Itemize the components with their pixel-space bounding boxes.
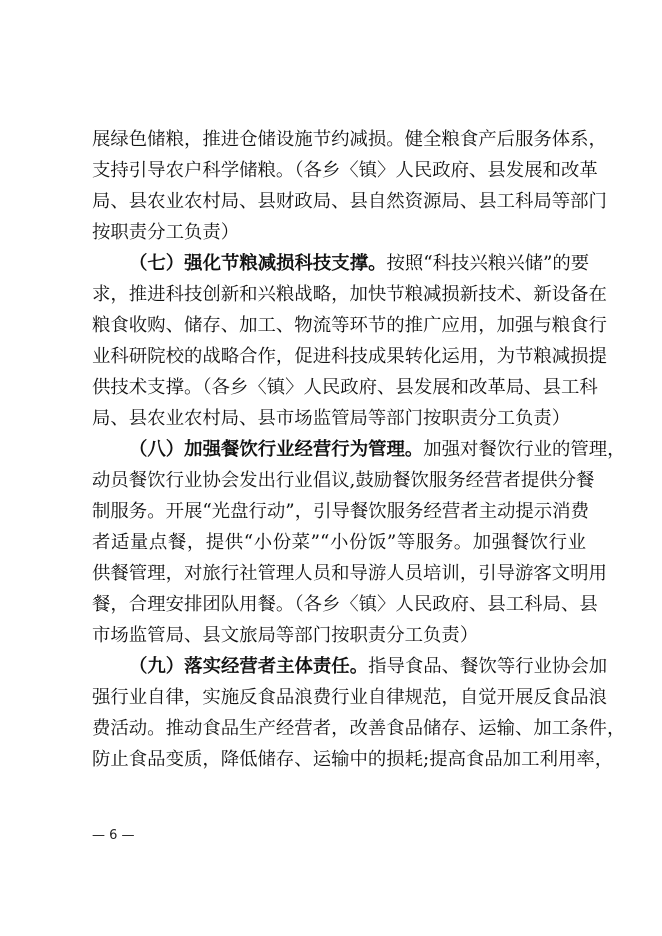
section-heading: （七）强化节粮减损科技支撑。 bbox=[129, 253, 387, 274]
text-line: 餐，合理安排团队用餐。（各乡〈镇〉人民政府、县工科局、县 bbox=[92, 594, 598, 615]
paragraph-section-9 bbox=[92, 651, 626, 775]
paragraph-section-7 bbox=[92, 248, 607, 434]
text-span: 按照“科技兴粮兴储”的要 bbox=[386, 253, 590, 274]
body-text bbox=[92, 124, 626, 775]
text-line: 支持引导农户科学储粮。（各乡〈镇〉人民政府、县发展和改革 bbox=[92, 160, 598, 181]
text-line: 展绿色储粮，推进仓储设施节约减损。健全粮食产后服务体系， bbox=[92, 129, 607, 150]
text-line: 制服务。开展“光盘行动”，引导餐饮服务经营者主动提示消费 bbox=[92, 501, 589, 522]
section-heading: （八）加强餐饮行业经营行为管理。 bbox=[129, 439, 424, 460]
text-line: 业科研院校的战略合作，促进科技成果转化运用，为节粮减损提 bbox=[92, 346, 607, 367]
text-line: 供技术支撑。（各乡〈镇〉人民政府、县发展和改革局、县工科 bbox=[92, 377, 598, 398]
text-span: 加强对餐饮行业的管理， bbox=[423, 439, 626, 460]
text-span: 指导食品、餐饮等行业协会加 bbox=[368, 656, 608, 677]
text-line: 粮食收购、储存、加工、物流等环节的推广应用，加强与粮食行 bbox=[92, 315, 607, 336]
text-line bbox=[92, 434, 626, 465]
text-line: 市场监管局、县文旅局等部门按职责分工负责） bbox=[92, 625, 479, 646]
text-line: 求，推进科技创新和兴粮战略，加快节粮减损新技术、新设备在 bbox=[92, 284, 607, 305]
text-line: 按职责分工负责） bbox=[92, 222, 240, 243]
text-line: 费活动。推动食品生产经营者，改善食品储存、运输、加工条件， bbox=[92, 718, 626, 739]
text-line: 局、县农业农村局、县财政局、县自然资源局、县工科局等部门 bbox=[92, 191, 607, 212]
text-line: 动员餐饮行业协会发出行业倡议,鼓励餐饮服务经营者提供分餐 bbox=[92, 470, 595, 491]
text-line: 供餐管理，对旅行社管理人员和导游人员培训，引导游客文明用 bbox=[92, 563, 607, 584]
text-line bbox=[92, 651, 608, 682]
text-line: 强行业自律，实施反食品浪费行业自律规范，自觉开展反食品浪 bbox=[92, 687, 607, 708]
paragraph-continuation bbox=[92, 124, 607, 248]
page-number: — 6 — bbox=[92, 828, 135, 843]
text-line: 防止食品变质，降低储存、运输中的损耗;提高食品加工利用率， bbox=[92, 749, 614, 770]
text-line: 局、县农业农村局、县市场监管局等部门按职责分工负责） bbox=[92, 408, 571, 429]
paragraph-section-8 bbox=[92, 434, 626, 651]
section-heading: （九）落实经营者主体责任。 bbox=[129, 656, 369, 677]
text-line: 者适量点餐，提供“小份菜”“小份饭”等服务。加强餐饮行业 bbox=[92, 532, 586, 553]
text-line bbox=[92, 248, 590, 279]
